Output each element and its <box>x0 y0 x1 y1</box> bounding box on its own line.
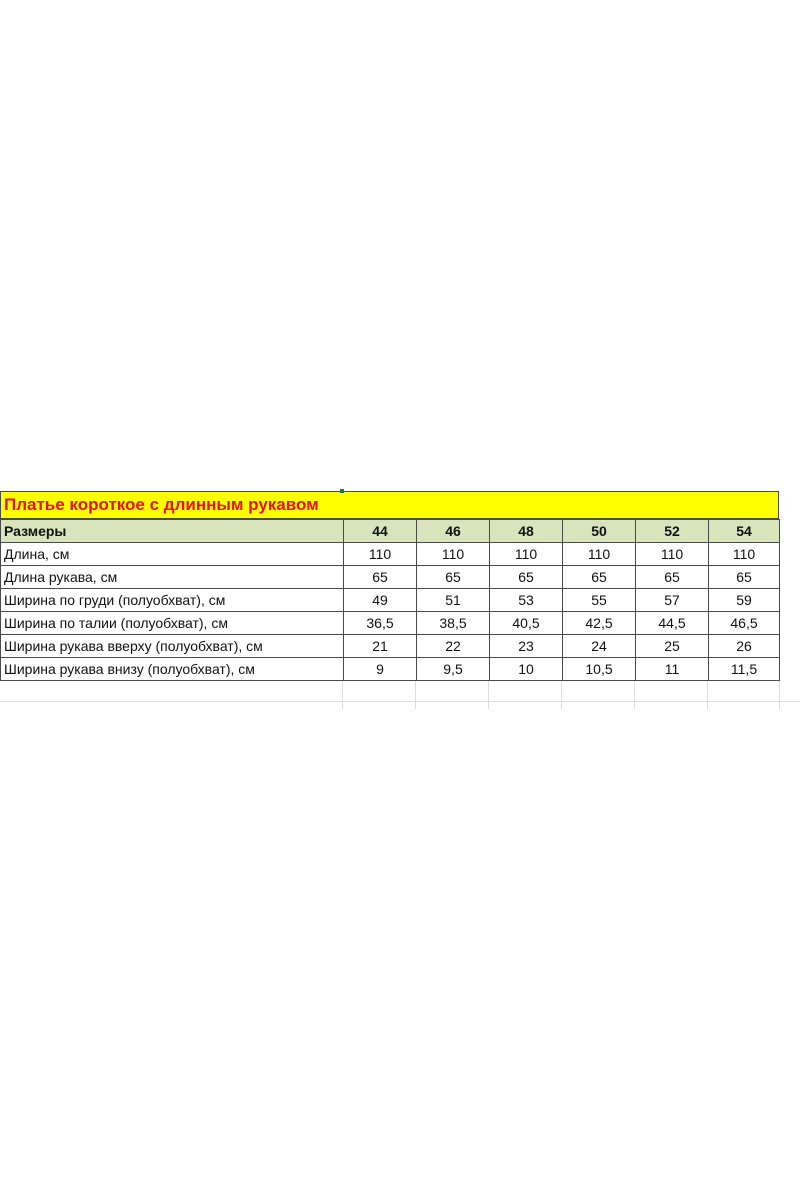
value-cell[interactable]: 10 <box>490 658 563 681</box>
value-cell[interactable]: 110 <box>563 543 636 566</box>
value-cell[interactable]: 49 <box>344 589 417 612</box>
empty-grid-line <box>0 701 800 702</box>
active-cell-marker <box>340 489 344 493</box>
table-row <box>1 543 780 566</box>
value-cell[interactable]: 38,5 <box>417 612 490 635</box>
size-table <box>0 519 780 681</box>
header-row <box>1 520 780 543</box>
row-label-cell[interactable]: Ширина рукава внизу (полуобхват), см <box>1 658 344 681</box>
row-label-cell[interactable]: Длина, см <box>1 543 344 566</box>
value-cell[interactable]: 9 <box>344 658 417 681</box>
empty-grid-line <box>634 681 635 709</box>
value-cell[interactable]: 110 <box>636 543 709 566</box>
row-label-cell[interactable]: Длина рукава, см <box>1 566 344 589</box>
value-cell[interactable]: 22 <box>417 635 490 658</box>
header-size-cell[interactable]: 44 <box>344 520 417 543</box>
value-cell[interactable]: 9,5 <box>417 658 490 681</box>
value-cell[interactable]: 110 <box>709 543 780 566</box>
value-cell[interactable]: 44,5 <box>636 612 709 635</box>
value-cell[interactable]: 110 <box>490 543 563 566</box>
value-cell[interactable]: 65 <box>563 566 636 589</box>
value-cell[interactable]: 65 <box>344 566 417 589</box>
header-size-cell[interactable]: 50 <box>563 520 636 543</box>
header-size-cell[interactable]: 52 <box>636 520 709 543</box>
value-cell[interactable]: 51 <box>417 589 490 612</box>
table-row <box>1 635 780 658</box>
value-cell[interactable]: 110 <box>344 543 417 566</box>
value-cell[interactable]: 65 <box>636 566 709 589</box>
row-label-cell[interactable]: Ширина рукава вверху (полуобхват), см <box>1 635 344 658</box>
empty-grid-line <box>779 681 780 709</box>
title-cell[interactable] <box>0 491 779 519</box>
value-cell[interactable]: 42,5 <box>563 612 636 635</box>
header-size-cell[interactable]: 48 <box>490 520 563 543</box>
header-size-cell[interactable]: 54 <box>709 520 780 543</box>
value-cell[interactable]: 10,5 <box>563 658 636 681</box>
value-cell[interactable]: 23 <box>490 635 563 658</box>
value-cell[interactable]: 25 <box>636 635 709 658</box>
value-cell[interactable]: 110 <box>417 543 490 566</box>
empty-grid-line <box>342 681 343 709</box>
sheet-title: Платье короткое с длинным рукавом <box>4 495 319 514</box>
size-chart-sheet <box>0 491 800 711</box>
table-row <box>1 589 780 612</box>
value-cell[interactable]: 53 <box>490 589 563 612</box>
table-row <box>1 566 780 589</box>
value-cell[interactable]: 36,5 <box>344 612 417 635</box>
value-cell[interactable]: 65 <box>417 566 490 589</box>
value-cell[interactable]: 11 <box>636 658 709 681</box>
row-label-cell[interactable]: Ширина по груди (полуобхват), см <box>1 589 344 612</box>
header-size-cell[interactable]: 46 <box>417 520 490 543</box>
value-cell[interactable]: 65 <box>490 566 563 589</box>
table-row <box>1 658 780 681</box>
value-cell[interactable]: 59 <box>709 589 780 612</box>
empty-grid-line <box>415 681 416 709</box>
row-label-cell[interactable]: Ширина по талии (полуобхват), см <box>1 612 344 635</box>
empty-grid-line <box>707 681 708 709</box>
value-cell[interactable]: 26 <box>709 635 780 658</box>
empty-grid-line <box>561 681 562 709</box>
value-cell[interactable]: 40,5 <box>490 612 563 635</box>
value-cell[interactable]: 21 <box>344 635 417 658</box>
header-label-cell[interactable]: Размеры <box>1 520 344 543</box>
value-cell[interactable]: 11,5 <box>709 658 780 681</box>
value-cell[interactable]: 24 <box>563 635 636 658</box>
table-row <box>1 612 780 635</box>
value-cell[interactable]: 57 <box>636 589 709 612</box>
value-cell[interactable]: 46,5 <box>709 612 780 635</box>
empty-grid-line <box>488 681 489 709</box>
value-cell[interactable]: 65 <box>709 566 780 589</box>
value-cell[interactable]: 55 <box>563 589 636 612</box>
